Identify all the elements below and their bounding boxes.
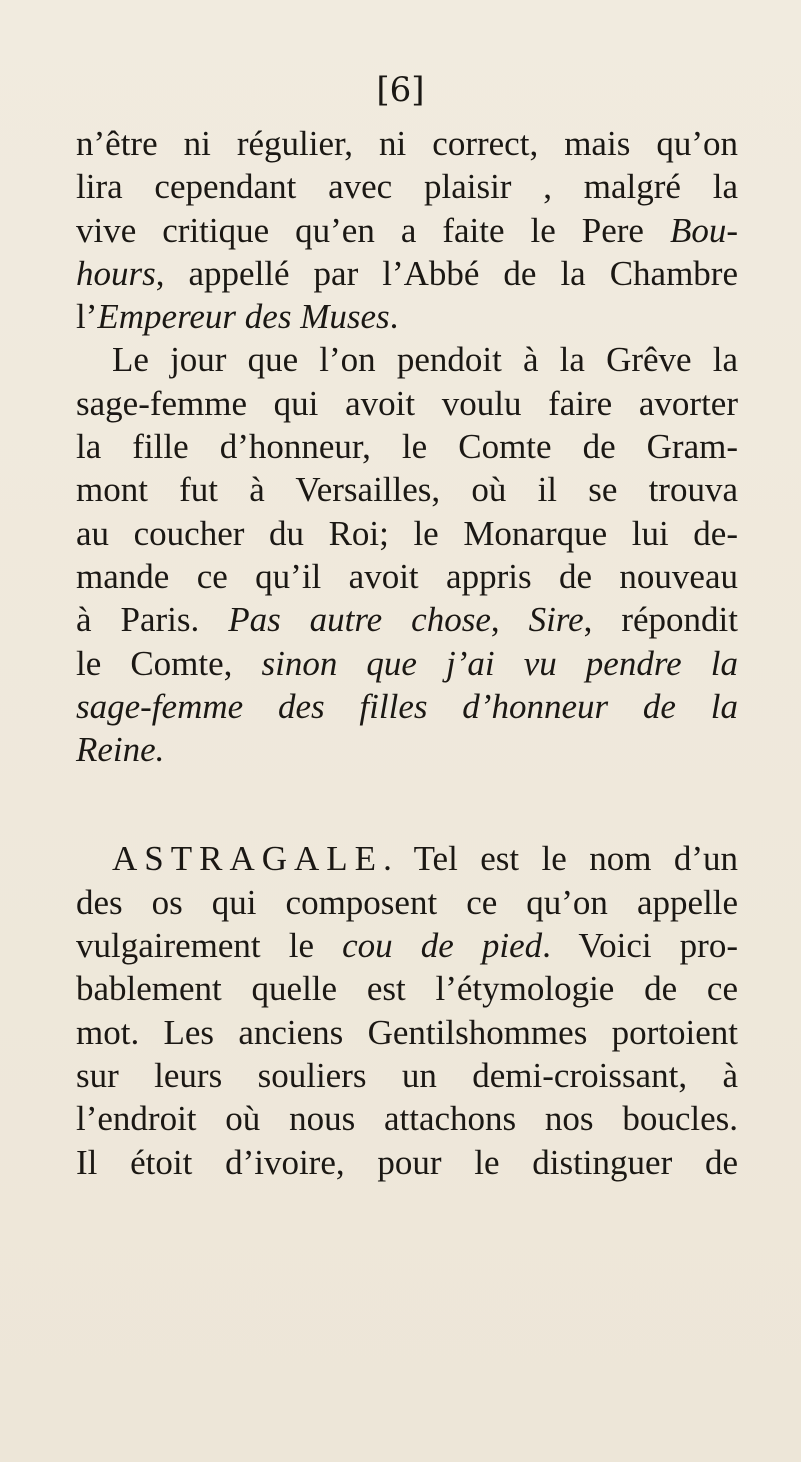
text-span: .: [389, 297, 399, 337]
text-span: . Voici pro-: [542, 926, 738, 966]
italic-text: Empereur des Muses: [97, 297, 390, 337]
text-line-11: mande ce qu’il avoit appris de nouveau: [76, 556, 738, 596]
text-span: vulgairement le: [76, 926, 343, 966]
entry-heading: ASTRAGALE: [112, 839, 384, 879]
text-span: ,: [490, 600, 529, 640]
text-line-7: sage-femme qui avoit voulu faire avorter: [76, 383, 738, 423]
text-line-3: [76, 209, 738, 252]
text-line-16: [76, 837, 738, 880]
text-line-13: [76, 642, 738, 685]
body-text: [76, 122, 738, 1184]
italic-text: Pas autre chose: [228, 600, 491, 640]
text-span: . Tel est le nom d’un: [383, 839, 738, 879]
page-number: [6]: [376, 70, 425, 110]
text-line-18: [76, 924, 738, 967]
text-span: , appellé par l’Abbé de la Chambre: [155, 253, 738, 293]
italic-text: Reine.: [76, 730, 165, 770]
italic-text: Sire: [528, 600, 584, 640]
text-span: le Comte,: [76, 643, 262, 683]
text-line-19: bablement quelle est l’étymologie de ce: [76, 969, 738, 1009]
paragraph-gap: [76, 771, 738, 837]
text-line-14: [76, 685, 738, 728]
italic-text: cou de pied: [342, 926, 543, 966]
text-line-9: mont fut à Versailles, où il se trouva: [76, 470, 738, 510]
italic-text: Bou-: [669, 210, 738, 250]
text-line-22: l’endroit où nous attachons nos boucles.: [76, 1099, 738, 1139]
text-span: à Paris.: [76, 600, 229, 640]
text-line-6: Le jour que l’on pendoit à la Grêve la: [112, 340, 738, 380]
text-line-15: [76, 728, 738, 771]
text-line-8: la fille d’honneur, le Comte de Gram-: [76, 427, 738, 467]
text-line-17: des os qui composent ce qu’on appelle: [76, 882, 738, 922]
text-span: , répondit: [583, 600, 738, 640]
text-line-20: mot. Les anciens Gentilshommes portoient: [76, 1012, 738, 1052]
text-span: l’: [76, 297, 98, 337]
text-line-1: n’être ni régulier, ni correct, mais qu’on: [76, 124, 738, 163]
text-line-5: [76, 295, 738, 338]
text-line-23: Il étoit d’ivoire, pour le distinguer de: [76, 1142, 738, 1182]
text-span: vive critique qu’en a faite le Pere: [76, 210, 670, 250]
italic-text: hours: [76, 253, 156, 293]
text-line-10: au coucher du Roi; le Monarque lui de-: [76, 513, 738, 553]
text-line-12: [76, 598, 738, 641]
italic-text: sinon que j’ai vu pendre la: [261, 643, 738, 683]
italic-text: sage-femme des filles d’honneur de la: [76, 686, 738, 726]
text-line-4: [76, 252, 738, 295]
text-line-2: lira cependant avec plaisir , malgré la: [76, 167, 738, 207]
text-line-21: sur leurs souliers un demi-croissant, à: [76, 1055, 738, 1095]
